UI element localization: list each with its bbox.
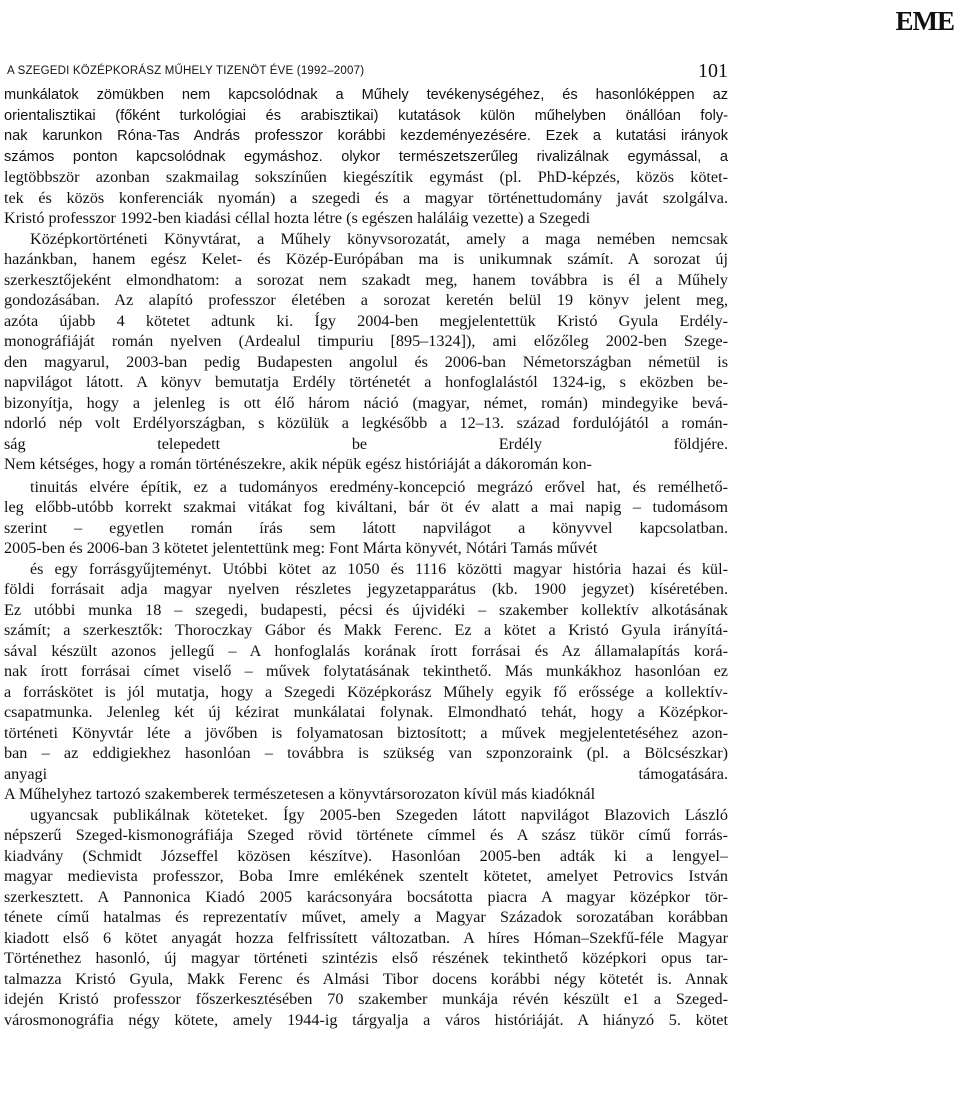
text-line: tek és közös konferenciák nyomán) a szegedi és a magyar történettudomány javát szolgálva.	[4, 188, 728, 207]
text-line: számít; a szerkesztők: Thoroczkay Gábor és Makk Ferenc. Ez a kötet a Kristó Gyula irányítá-	[4, 621, 728, 639]
text-line: legtöbbször azonban szakmailag sokszínűen kiegészítik egymást (pl. PhD-képzés, közös kötet-	[4, 168, 728, 186]
text-line: csapatmunka. Jelenleg két új kézirat munkálatai folynak. Elmondható tehát, hogy a Középkor-	[4, 703, 728, 721]
text-line: ban – az eddigiekhez hasonlóan – továbbra is szükség van szponzoraink (pl. a Bölcsészkar)	[4, 744, 728, 762]
text-line: történeti Könyvtár léte a jövőben is folyamatosan biztosított; a művek megjelentetéséhez azon-	[4, 723, 728, 742]
body-text	[4, 85, 728, 1051]
text-line: napvilágot látott. A könyv bemutatja Erdély történetét a honfoglalástól 1324-ig, s eközben be-	[4, 373, 728, 391]
text-line: Kristó professzor 1992-ben kiadási céllal hozta létre (s egészen haláláig vezette) a Szegedi	[4, 209, 591, 227]
text-line: idején Kristó professzor főszerkesztésében 70 szakember munkája révén készült e1 a Szeged-	[4, 990, 728, 1008]
text-line: kiadott első 6 kötet anyagát hozza felfrissített változatban. A híres Hóman–Szekfű-féle Magyar	[4, 928, 728, 947]
text-line: szerkesztett. A Pannonica Kiadó 2005 karácsonyára bocsátotta piacra A magyar középkor tör-	[4, 887, 728, 906]
text-line: hazánkban, hanem egész Kelet- és Közép-Európában ma is unikumnak számít. A sorozat új	[4, 250, 728, 268]
text-line: monográfiáját román nyelven (Ardealul timpuriu [895–1324]), ami előzőleg 2002-ben Szege-	[4, 332, 728, 350]
text-line: ndorló nép volt Erdélyországban, s közülük a legkésőbb a 12–13. század fordulójától a román-	[4, 414, 728, 432]
text-line: orientalisztikai (főként turkológiai és arabisztikai) kutatások külön műhelyben önállóan foly-	[4, 107, 728, 124]
text-line: magyar medievista professzor, Boba Imre emlékének szentelt kötetet, amelyet Petrovics István	[4, 867, 728, 885]
text-line: ténete című hatalmas és reprezentatív művet, amely a Magyar Századok sorozatában korábban	[4, 908, 728, 926]
text-line: nak írott forrásai címet viselő – művek folytatásának tekinthető. Más munkákhoz hasonlóan ez	[4, 662, 728, 680]
page-number: 101	[698, 60, 728, 82]
text-line: gondozásában. Az alapító professzor életében a sorozat keretén belül 19 könyv jelent meg,	[4, 291, 728, 309]
publisher-logo: EME	[895, 6, 954, 36]
text-line: 2005-ben és 2006-ban 3 kötetet jelentettünk meg: Font Márta könyvét, Nótári Tamás művét	[4, 539, 598, 557]
text-line: szerint – egyetlen román írás sem látott napvilágot a könyvvel kapcsolatban.	[4, 518, 728, 537]
running-head: A SZEGEDI KÖZÉPKORÁSZ MŰHELY TIZENÖT ÉVE (1992–2007)	[7, 65, 365, 77]
text-line: Nem kétséges, hogy a román történészekre, akik népük egész históriáját a dákoromán kon-	[4, 455, 592, 473]
text-line: azóta újabb 4 kötetet adtunk ki. Így 2004-ben megjelentettük Kristó Gyula Erdély-	[4, 311, 728, 330]
text-line: ugyancsak publikálnak köteteket. Így 2005-ben Szegeden látott napvilágot Blazovich László	[30, 805, 728, 824]
text-line: ság telepedett be Erdély földjére.	[4, 434, 728, 453]
text-line	[4, 1030, 728, 1051]
text-line: tinuitás elvére építik, ez a tudományos eredmény-koncepció megrázó erővel hat, és remélhető-	[30, 477, 728, 496]
text-line: számos ponton kapcsolódnak egymáshoz. olykor természetszerűleg rivalizálnak egymással, a	[4, 148, 728, 165]
text-line: anyagi támogatására.	[4, 764, 728, 783]
text-line: leg előbb-utóbb korrekt szakmai vitákat fog kiváltani, bár öt év alatt a mai napig – tudomásom	[4, 498, 728, 516]
text-line: földi forrásait adja magyar nyelven részletes jegyzetapparátus (kb. 1900 jegyzet) kíséretében.	[4, 580, 728, 598]
text-line: népszerű Szeged-kismonográfiája Szeged rövid története címmel és A szász tükör című forrás-	[4, 826, 728, 844]
text-line: Középkortörténeti Könyvtárat, a Műhely könyvsorozatát, amely a maga nemében nemcsak	[30, 229, 728, 248]
text-line: és egy forrásgyűjteményt. Utóbbi kötet az 1050 és 1116 közötti magyar história hazai és kül-	[30, 559, 728, 578]
text-line: den magyarul, 2003-ban pedig Budapesten angolul és 2006-ban Németországban németül is	[4, 352, 728, 371]
text-line: nak karunkon Róna-Tas András professzor korábbi kezdeményezésére. Ezek a kutatási irányok	[4, 128, 728, 144]
text-line: Ez utóbbi munka 18 – szegedi, budapesti, pécsi és újvidéki – szakember kollektív alkotásának	[4, 600, 728, 619]
text-line: városmonográfia négy kötete, amely 1944-ig tárgyalja a város históriáját. A hiányzó 5. kötet	[4, 1010, 728, 1029]
text-line: szerkesztőjeként elmondhatom: a sorozat nem szakadt meg, hanem továbbra is él a Műhely	[4, 270, 728, 289]
text-line: A Műhelyhez tartozó szakemberek természetesen a könyvtársorozaton kívül más kiadóknál	[4, 785, 596, 803]
text-line: munkálatok zömükben nem kapcsolódnak a Műhely tevékenységéhez, és hasonlóképpen az	[4, 87, 728, 103]
text-line: talmazza Kristó Gyula, Makk Ferenc és Almási Tibor docens korábbi négy kötetét is. Annak	[4, 969, 728, 988]
text-line: Történethez hasonló, új magyar történeti szintézis első részének tekinthető középkori opus tar-	[4, 949, 728, 967]
text-line: bizonyítja, hogy a jelenleg is ott élő három náció (magyar, német, román) mindegyike bevá-	[4, 393, 728, 412]
text-line: kiadvány (Schmidt Józseffel közösen készítve). Hasonlóan 2005-ben adták ki a lengyel–	[4, 846, 728, 865]
text-line: sával készült azonos jellegű – A honfoglalás korának írott forrásai és Az államalapítás korá-	[4, 641, 728, 660]
text-line: a forráskötet is jól mutatja, hogy a Szegedi Középkorász Műhely egyik fő erőssége a kollektív-	[4, 682, 728, 701]
